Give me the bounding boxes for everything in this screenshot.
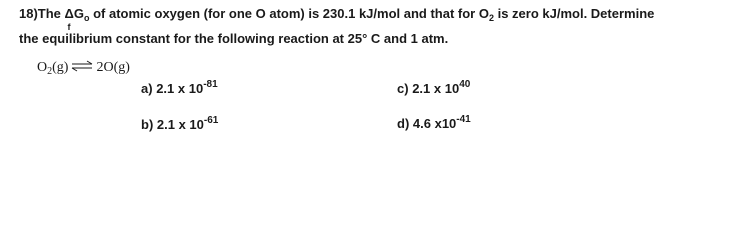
reactant-state: (g) xyxy=(52,60,69,75)
option-d[interactable] xyxy=(397,116,471,132)
question-line-1 xyxy=(19,6,655,32)
option-b-label: b) xyxy=(141,117,154,132)
reactant-subscript: 2 xyxy=(47,66,53,77)
question-text-part-2: of atomic oxygen (for one O atom) is 230.1 kJ/mol and that for O xyxy=(89,6,489,21)
option-b-exponent: -61 xyxy=(203,115,219,126)
delta-g-text: ΔG xyxy=(64,6,84,21)
option-c-exponent: 40 xyxy=(459,79,471,90)
option-b-mantissa: 2.1 x 10 xyxy=(156,117,204,132)
formation-subscript: f xyxy=(67,22,71,32)
question-line-2: the equilibrium constant for the following reaction at 25° C and 1 atm. xyxy=(19,31,449,46)
reactant-formula: O xyxy=(37,60,48,75)
option-d-exponent: -41 xyxy=(456,114,471,125)
question-text-part-1: The xyxy=(37,6,65,21)
option-c[interactable] xyxy=(397,81,470,97)
equilibrium-arrows-icon xyxy=(71,60,93,72)
delta-g-formation-symbol xyxy=(64,6,84,32)
option-a-exponent: -81 xyxy=(203,79,218,90)
option-a[interactable] xyxy=(141,81,218,97)
option-c-mantissa: 2.1 x 10 xyxy=(412,81,460,96)
standard-state-subscript: o xyxy=(84,13,90,23)
option-a-mantissa: 2.1 x 10 xyxy=(156,81,204,96)
option-d-label: d) xyxy=(397,116,410,131)
option-a-label: a) xyxy=(141,81,153,96)
o2-subscript: 2 xyxy=(488,13,494,23)
product-formula: 2O(g) xyxy=(96,60,130,75)
reaction-equation xyxy=(37,60,130,80)
option-d-mantissa: 4.6 x10 xyxy=(412,116,457,131)
option-c-label: c) xyxy=(397,81,409,96)
question-text-part-3: is zero kJ/mol. Determine xyxy=(493,6,655,21)
option-b[interactable] xyxy=(141,117,218,133)
question-number: 18) xyxy=(19,6,38,21)
